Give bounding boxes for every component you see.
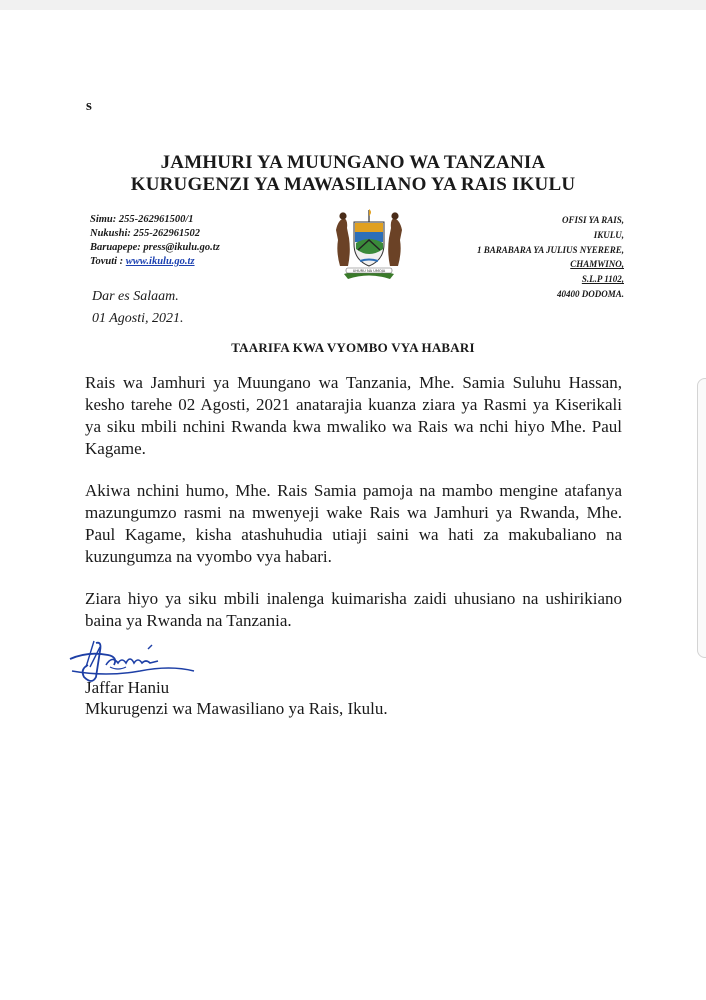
- signatory-name: Jaffar Haniu: [85, 678, 170, 697]
- emblem-motto: UHURU NA UMOJA: [352, 269, 386, 273]
- fax-text: Nukushi: 255-262961502: [90, 228, 200, 239]
- website-link[interactable]: www.ikulu.go.tz: [125, 256, 195, 267]
- website-label: Tovuti :: [90, 256, 126, 267]
- body-paragraph-1: Rais wa Jamhuri ya Muungano wa Tanzania, Mhe. Samia Suluhu Hassan, kesho tarehe 02 Agosti, 2021 anatarajia kuanza ziara ya Rasmi ya Kiserikali ya siku mbili nchini Rwanda kwa mwaliko wa Rais wa nchi hiyo Mhe. Paul Kagame.: [85, 373, 622, 458]
- body-paragraph-2: Akiwa nchini humo, Mhe. Rais Samia pamoja na mambo mengine atafanya mazungumzo rasmi na mwenyeji wake Rais wa Jamhuri ya Rwanda, Mhe. Paul Kagame, kisha atashuhudia utiaji saini wa hati za makubaliano na kuzungumza na vyombo vya habari.: [85, 481, 622, 566]
- address-line6: 40400 DODOMA.: [556, 288, 624, 299]
- phone-text: Simu: 255-262961500/1: [90, 214, 194, 225]
- place-text: Dar es Salaam.: [92, 289, 179, 304]
- header-title-line1: JAMHURI YA MUUNGANO WA TANZANIA: [160, 152, 546, 173]
- top-bar: [0, 0, 706, 10]
- release-heading: TAARIFA KWA VYOMBO VYA HABARI: [231, 340, 475, 355]
- corner-mark: s: [86, 98, 92, 114]
- email-text: Baruapepe: press@ikulu.go.tz: [90, 242, 220, 253]
- address-line1: OFISI YA RAIS,: [562, 215, 624, 225]
- contact-block: [90, 213, 220, 269]
- coat-of-arms-icon: [328, 208, 410, 280]
- header-title-line2: KURUGENZI YA MAWASILIANO YA RAIS IKULU: [130, 174, 576, 195]
- body-paragraph-3: Ziara hiyo ya siku mbili inalenga kuimarisha zaidi uhusiano na ushirikiano baina ya Rwanda na Tanzania.: [85, 589, 622, 630]
- address-block: [477, 213, 624, 302]
- place-date: [92, 286, 184, 330]
- scrollbar-thumb[interactable]: [697, 378, 706, 658]
- signatory: [85, 677, 388, 719]
- date-text: 01 Agosti, 2021.: [92, 311, 184, 326]
- address-line2: IKULU,: [593, 229, 624, 240]
- address-line5: S.L.P 1102,: [581, 274, 624, 285]
- address-line4: CHAMWINO,: [570, 259, 624, 270]
- signatory-title: Mkurugenzi wa Mawasiliano ya Rais, Ikulu.: [85, 699, 388, 718]
- website-line: [90, 255, 220, 269]
- address-line3: 1 BARABARA YA JULIUS NYERERE,: [477, 244, 624, 255]
